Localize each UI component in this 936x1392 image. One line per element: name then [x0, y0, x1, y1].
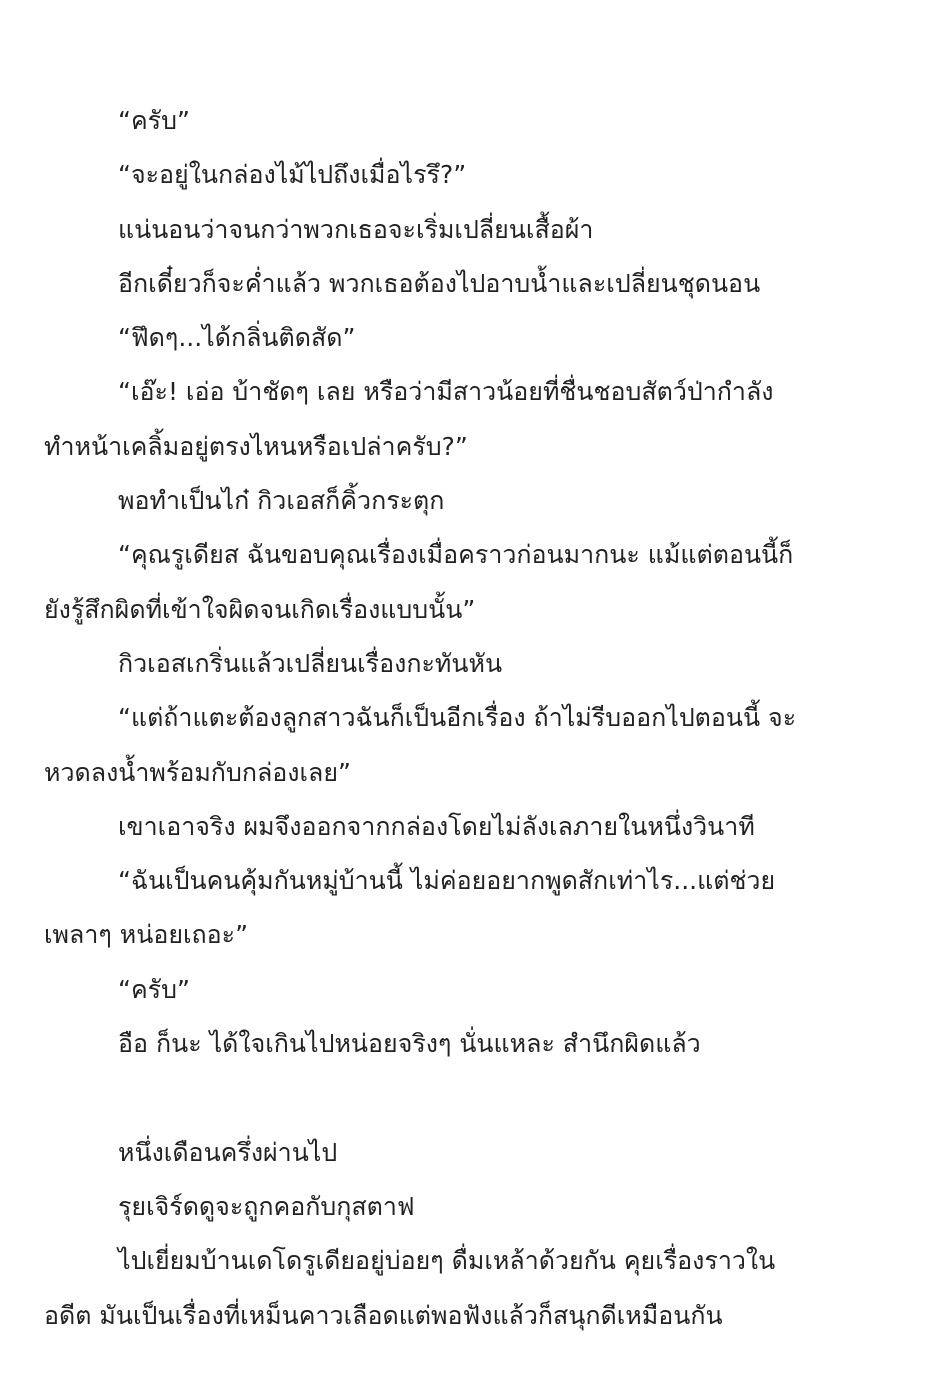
text-line: พอทำเป็นไก๋ กิวเอสก็คิ้วกระตุก — [118, 486, 445, 516]
text-line: ไปเยี่ยมบ้านเดโดรูเดียอยู่บ่อยๆ ดื่มเหล้าด้วยกัน คุยเรื่องราวใน — [118, 1246, 776, 1276]
text-body — [44, 94, 804, 1343]
text-line-continuation: อดีต มันเป็นเรื่องที่เหม็นคาวเลือดแต่พอฟังแล้วก็สนุกดีเหมือนกัน — [44, 1300, 723, 1330]
text-line: “ฟึดๆ...ได้กลิ่นติดสัด” — [118, 323, 356, 353]
text-line: “เอ๊ะ! เอ่อ บ้าชัดๆ เลย หรือว่ามีสาวน้อยที่ชื่นชอบสัตว์ป่ากำลัง — [118, 377, 774, 407]
text-line: รุยเจิร์ดดูจะถูกคอกับกุสตาฟ — [118, 1191, 415, 1221]
text-line-continuation: ทำหน้าเคลิ้มอยู่ตรงไหนหรือเปล่าครับ?” — [44, 431, 468, 461]
text-line: เขาเอาจริง ผมจึงออกจากกล่องโดยไม่ลังเลภายในหนึ่งวินาที — [118, 811, 755, 841]
text-line: “คุณรูเดียส ฉันขอบคุณเรื่องเมื่อคราวก่อนมากนะ แม้แต่ตอนนี้ก็ — [118, 540, 794, 570]
text-line-continuation: ยังรู้สึกผิดที่เข้าใจผิดจนเกิดเรื่องแบบนั้น” — [44, 594, 476, 624]
text-line: อือ ก็นะ ได้ใจเกินไปหน่อยจริงๆ นั่นแหละ สำนึกผิดแล้ว — [118, 1029, 701, 1059]
text-line: “แต่ถ้าแตะต้องลูกสาวฉันก็เป็นอีกเรื่อง ถ้าไม่รีบออกไปตอนนี้ จะ — [118, 703, 797, 733]
text-line: “จะอยู่ในกล่องไม้ไปถึงเมื่อไรรึ?” — [118, 160, 467, 190]
text-line: กิวเอสเกริ่นแล้วเปลี่ยนเรื่องกะทันหัน — [118, 648, 503, 678]
scene-break — [44, 1071, 804, 1125]
text-line: “ฉันเป็นคนคุ้มกันหมู่บ้านนี้ ไม่ค่อยอยากพูดสักเท่าไร...แต่ช่วย — [118, 866, 776, 896]
text-line: “ครับ” — [118, 106, 190, 135]
text-line-continuation: เพลาๆ หน่อยเถอะ” — [44, 920, 249, 950]
text-line: แน่นอนว่าจนกว่าพวกเธอจะเริ่มเปลี่ยนเสื้อผ้า — [118, 214, 594, 244]
text-line: หนึ่งเดือนครึ่งผ่านไป — [118, 1137, 338, 1167]
text-line: “ครับ” — [118, 974, 190, 1004]
text-line: อีกเดี๋ยวก็จะค่ำแล้ว พวกเธอต้องไปอาบน้ำและเปลี่ยนชุดนอน — [118, 268, 761, 298]
text-line-continuation: หวดลงน้ำพร้อมกับกล่องเลย” — [44, 757, 351, 787]
